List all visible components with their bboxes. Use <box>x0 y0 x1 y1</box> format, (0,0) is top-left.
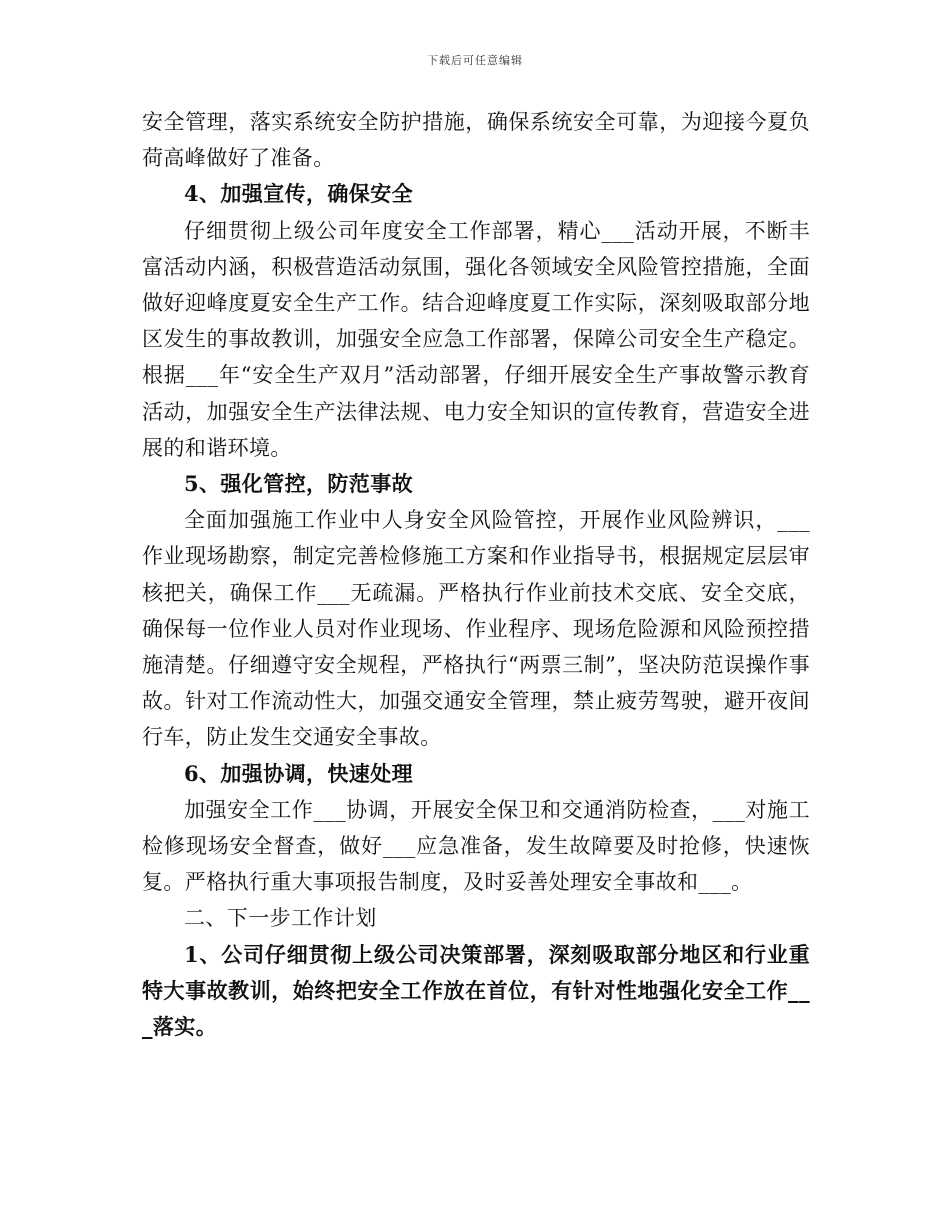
document-body <box>142 104 810 1045</box>
paragraph-section-6: 加强安全工作___协调，开展安全保卫和交通消防检查，___对施工检修现场安全督查，做好___应急准备，发生故障要及时抢修，快速恢复。严格执行重大事项报告制度，及时妥善处理安全事故和___。 <box>142 797 810 895</box>
section-heading-next-plan: 二、下一步工作计划 <box>184 906 377 931</box>
section-heading-4: 4、加强宣传，确保安全 <box>184 181 414 207</box>
section-heading-6: 6、加强协调，快速处理 <box>184 760 414 786</box>
paragraph-section-4: 仔细贯彻上级公司年度安全工作部署，精心___活动开展，不断丰富活动内涵，积极营造活动氛围，强化各领域安全风险管控措施，全面做好迎峰度夏安全生产工作。结合迎峰度夏工作实际，深刻吸取部分地区发生的事故教训，加强安全应急工作部署，保障公司安全生产稳定。根据___年“安全生产双月”活动部署，仔细开展安全生产事故警示教育活动，加强安全生产法律法规、电力安全知识的宣传教育，营造安全进展的和谐环境。 <box>142 218 810 460</box>
paragraph-continuation: 安全管理，落实系统安全防护措施，确保系统安全可靠，为迎接今夏负荷高峰做好了准备。 <box>142 110 810 171</box>
paragraph-next-plan-1: 1、公司仔细贯彻上级公司决策部署，深刻吸取部分地区和行业重特大事故教训，始终把安全工作放在首位，有针对性地强化安全工作___落实。 <box>142 941 810 1040</box>
page-header: 下载后可任意编辑 <box>427 54 523 67</box>
paragraph-section-5: 全面加强施工作业中人身安全风险管控，开展作业风险辨识，___作业现场勘察，制定完善检修施工方案和作业指导书，根据规定层层审核把关，确保工作___无疏漏。严格执行作业前技术交底、安全交底，确保每一位作业人员对作业现场、作业程序、现场危险源和风险预控措施清楚。仔细遵守安全规程，严格执行“两票三制”，坚决防范误操作事故。针对工作流动性大，加强交通安全管理，禁止疲劳驾驶，避开夜间行车，防止发生交通安全事故。 <box>142 508 810 750</box>
section-heading-5: 5、强化管控，防范事故 <box>184 471 414 497</box>
